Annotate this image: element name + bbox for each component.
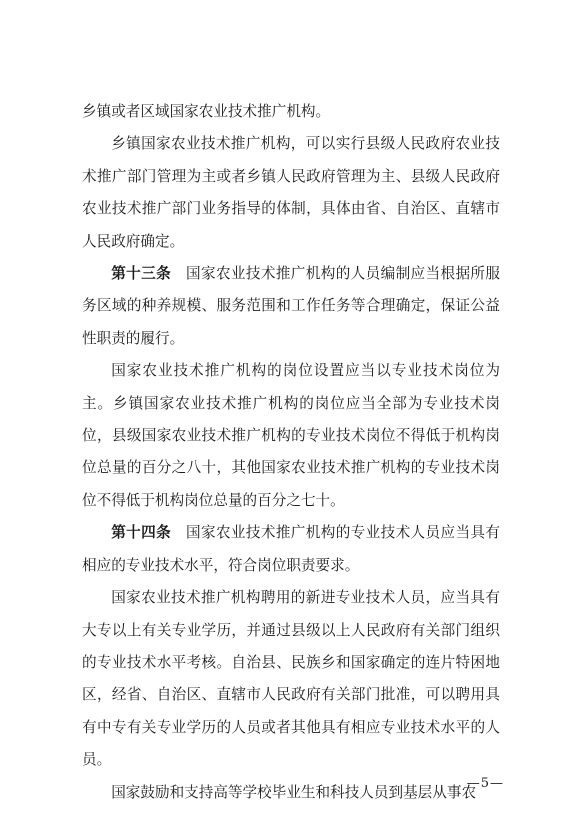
article-label: 第十三条 [111,265,172,283]
paragraph [82,355,500,517]
paragraph [82,582,500,776]
article-13 [82,258,500,355]
paragraph [82,777,500,809]
article-label: 第十四条 [111,524,172,542]
paragraph-text: 国家鼓励和支持高等学校毕业生和科技人员到基层从事农 [111,783,477,801]
paragraph-text: 国家农业技术推广机构的岗位设置应当以专业技术岗位为主。乡镇国家农业技术推广机构的岗位应当全部为专业技术岗位，县级国家农业技术推广机构的专业技术岗位不得低于机构岗位总量的百分之八十，其他国家农业技术推广机构的专业技术岗位不得低于机构岗位总量的百分之七十。 [82,362,500,509]
paragraph-text: 国家农业技术推广机构聘用的新进专业技术人员，应当具有大专以上有关专业学历，并通过县级以上人民政府有关部门组织的专业技术水平考核。自治县、民族乡和国家确定的连片特困地区，经省、自治区、直辖市人民政府有关部门批准，可以聘用具有中专有关专业学历的人员或者其他具有相应专业技术水平的人员。 [82,589,500,769]
paragraph-text: 国家农业技术推广机构的人员编制应当根据所服务区域的种养规模、服务范围和工作任务等合理确定，保证公益性职责的履行。 [82,265,500,347]
paragraph-continuation [82,96,500,128]
document-body [82,96,500,809]
paragraph-text: 乡镇或者区域国家农业技术推广机构。 [82,103,331,120]
paragraph [82,128,500,258]
paragraph-text: 乡镇国家农业技术推广机构，可以实行县级人民政府农业技术推广部门管理为主或者乡镇人民政府管理为主、县级人民政府农业技术推广部门业务指导的体制，具体由省、自治区、直辖市人民政府确定。 [82,135,500,250]
paragraph-text: 国家农业技术推广机构的专业技术人员应当具有相应的专业技术水平，符合岗位职责要求。 [82,524,500,574]
article-14 [82,517,500,582]
page-number: —5— [466,776,504,791]
